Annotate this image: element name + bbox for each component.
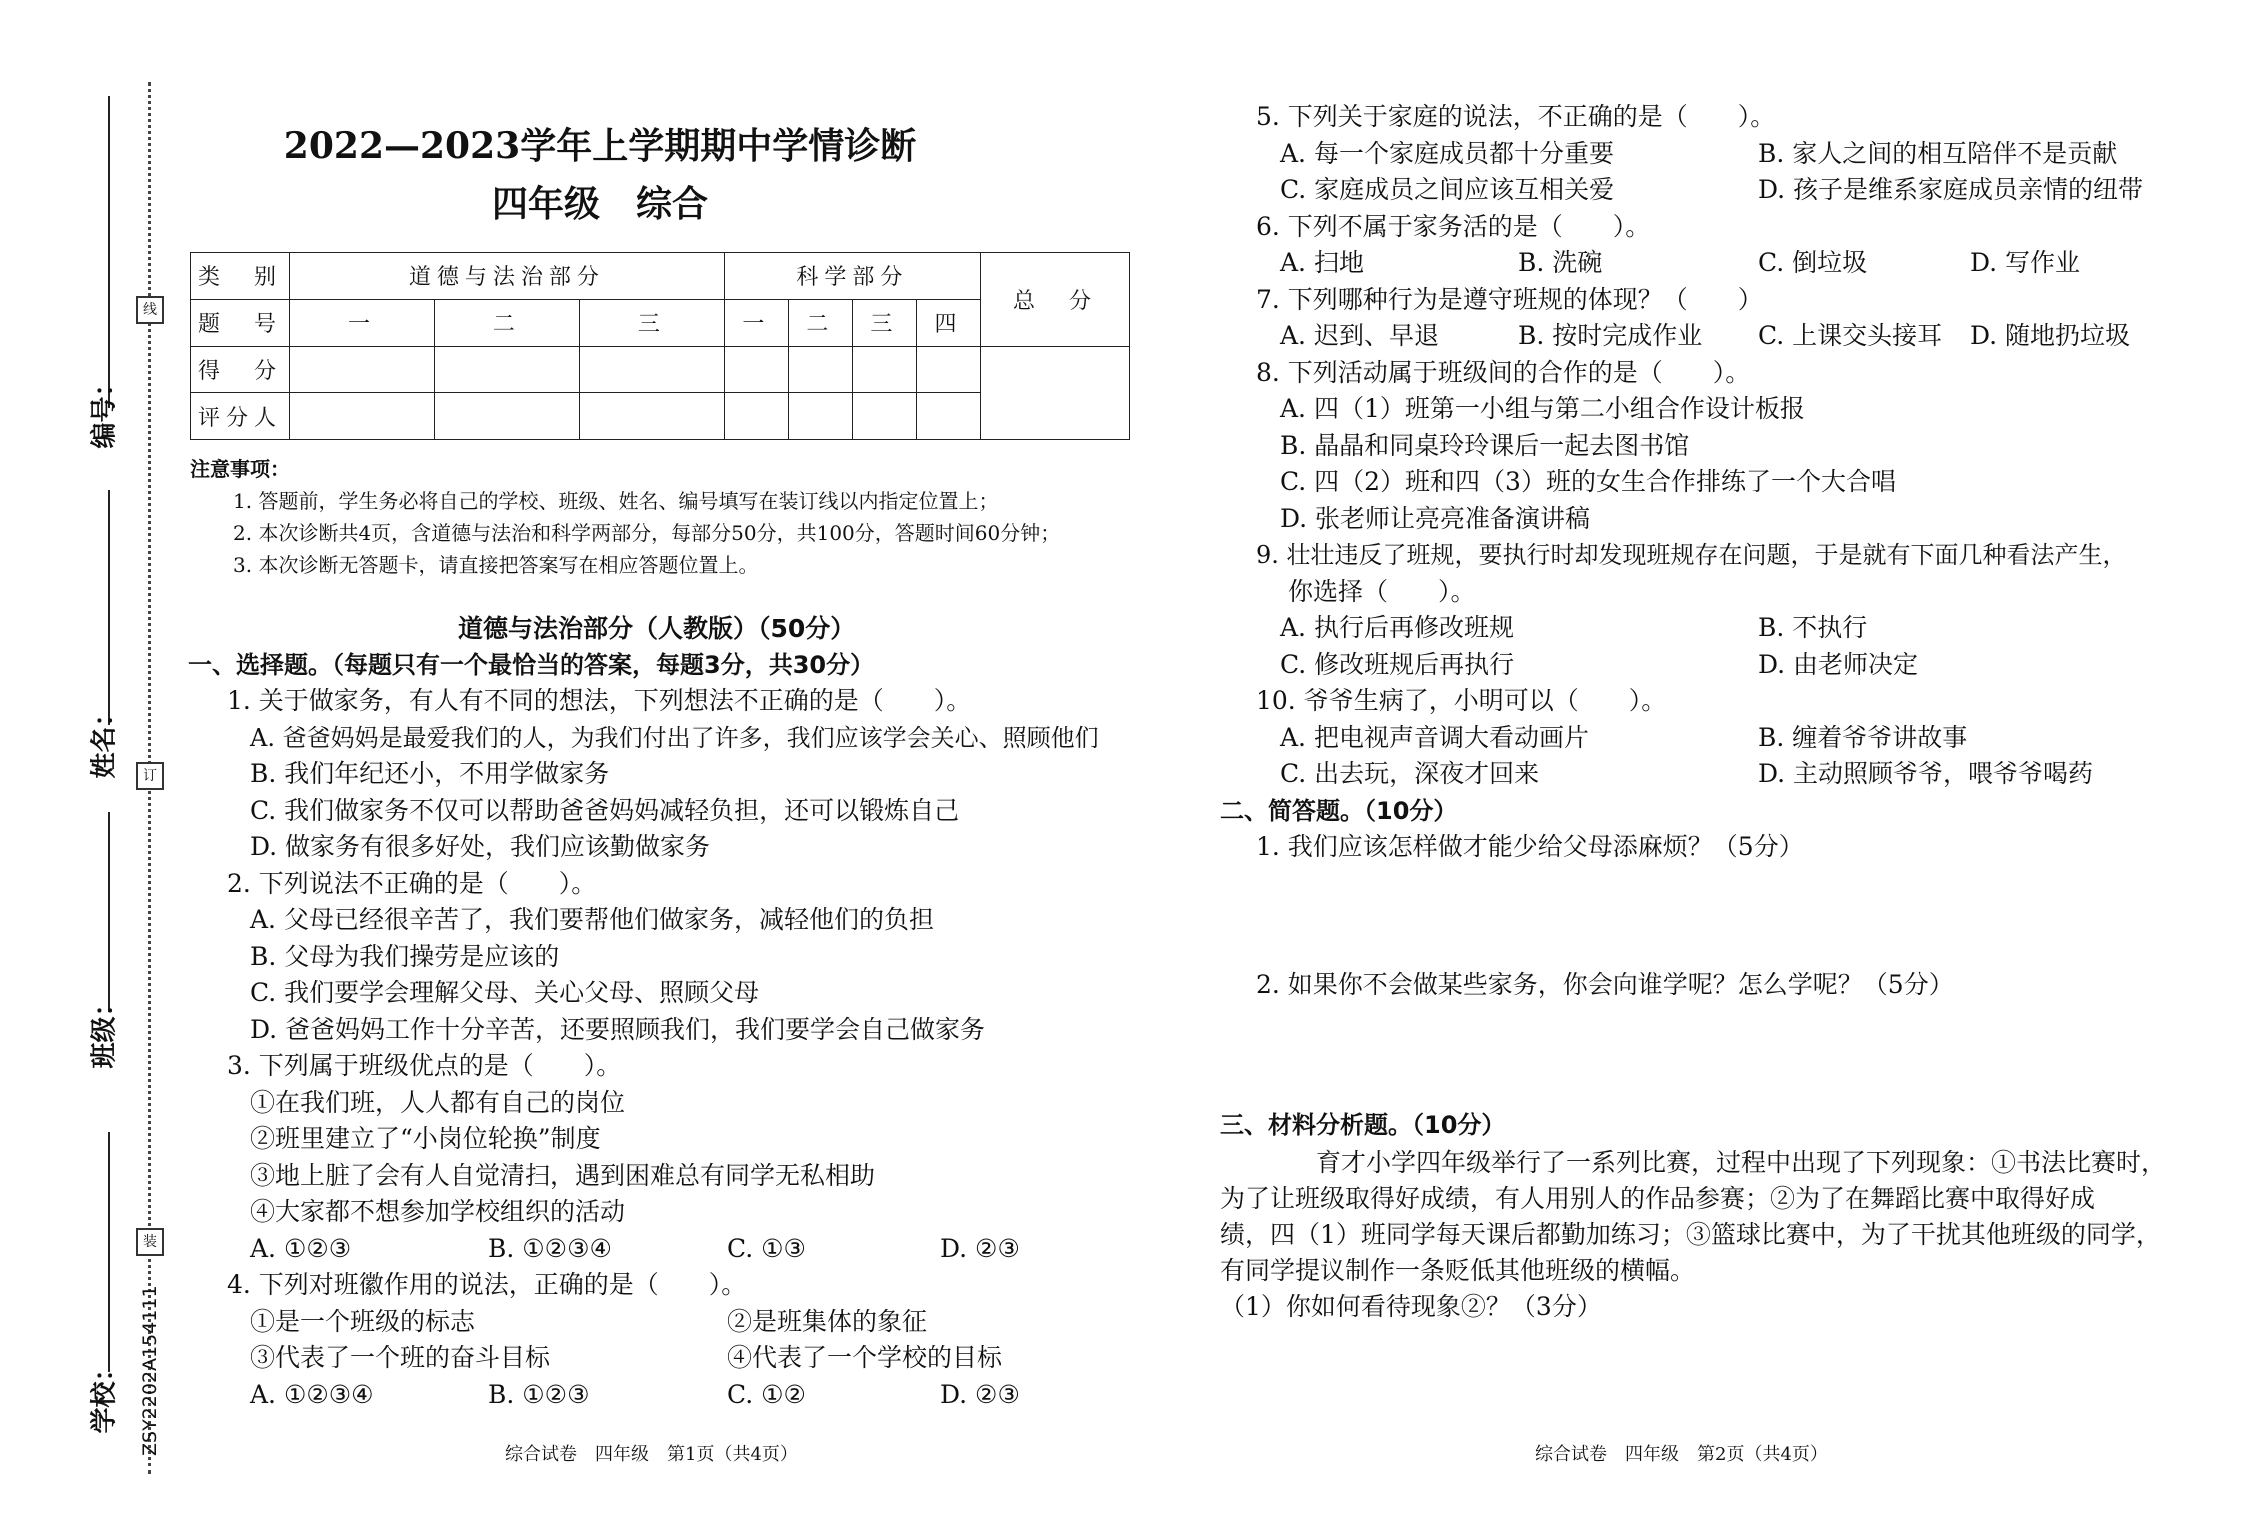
q3-option-d: D. ②③	[940, 1234, 1020, 1263]
material-line: 绩，四（1）班同学每天课后都勤加练习；③篮球比赛中，为了干扰其他班级的同学，	[1220, 1220, 2161, 1249]
score-cell[interactable]	[724, 346, 788, 393]
score-table	[190, 252, 1130, 440]
q2-stem: 2. 下列说法不正确的是（ ）。	[227, 869, 597, 898]
section-title: 道德与法治部分（人教版）（50分）	[458, 614, 856, 643]
class-underline	[108, 812, 110, 1012]
number-row-label: 题 号	[191, 299, 290, 346]
q6-option-a: A. 扫地	[1280, 248, 1364, 277]
science-col: 一	[724, 299, 788, 346]
q7-stem: 7. 下列哪种行为是遵守班规的体现？（ ）	[1256, 285, 1763, 314]
footer-left: 综合试卷 四年级 第1页（共4页）	[505, 1444, 798, 1465]
footer-right: 综合试卷 四年级 第2页（共4页）	[1535, 1444, 1828, 1465]
score-row-label: 得 分	[191, 346, 290, 393]
q3-statement: ④大家都不想参加学校组织的活动	[250, 1197, 626, 1226]
part3-heading: 三、材料分析题。（10分）	[1220, 1111, 1506, 1139]
number-label: 编号：	[89, 370, 120, 449]
score-cell[interactable]	[434, 346, 579, 393]
q4-statement: ②是班集体的象征	[727, 1307, 928, 1336]
q4-statement: ①是一个班级的标志	[250, 1307, 476, 1336]
material-line: 为了让班级取得好成绩，有人用别人的作品参赛；②为了在舞蹈比赛中取得好成	[1220, 1184, 2096, 1213]
q8-option-b: B. 晶晶和同桌玲玲课后一起去图书馆	[1280, 431, 1690, 460]
category-label: 类 别	[191, 253, 290, 300]
score-cell[interactable]	[852, 346, 916, 393]
grader-cell[interactable]	[916, 393, 980, 440]
science-col: 四	[916, 299, 980, 346]
q3-statement: ②班里建立了“小岗位轮换”制度	[250, 1124, 601, 1153]
q5-option-a: A. 每一个家庭成员都十分重要	[1280, 139, 1614, 168]
part2-heading: 二、简答题。（10分）	[1220, 797, 1458, 825]
q1-option-d: D. 做家务有很多好处，我们应该勤做家务	[250, 832, 711, 861]
q4-statement: ③代表了一个班的奋斗目标	[250, 1343, 551, 1372]
total-header: 总 分	[981, 253, 1130, 347]
q4-statement: ④代表了一个学校的目标	[727, 1343, 1003, 1372]
order-mark-box: 订	[136, 762, 164, 790]
q7-option-b: B. 按时完成作业	[1518, 321, 1703, 350]
grader-cell[interactable]	[290, 393, 435, 440]
part3-q1: （1）你如何看待现象②？（3分）	[1220, 1292, 1602, 1321]
moral-col: 三	[579, 299, 724, 346]
part2-q1-answer-area[interactable]	[1256, 868, 2186, 968]
score-cell[interactable]	[579, 346, 724, 393]
grader-cell[interactable]	[434, 393, 579, 440]
q6-stem: 6. 下列不属于家务活的是（ ）。	[1256, 212, 1651, 241]
part2-q2-answer-area[interactable]	[1256, 1006, 2186, 1106]
q4-option-b: B. ①②③	[488, 1380, 590, 1409]
note-item: 3. 本次诊断无答题卡，请直接把答案写在相应答题位置上。	[233, 553, 759, 577]
moral-col: 二	[434, 299, 579, 346]
q10-option-d: D. 主动照顾爷爷，喂爷爷喝药	[1758, 759, 2094, 788]
q4-stem: 4. 下列对班徽作用的说法，正确的是（ ）。	[227, 1270, 747, 1299]
science-col: 三	[852, 299, 916, 346]
science-col: 二	[788, 299, 852, 346]
grader-cell[interactable]	[724, 393, 788, 440]
total-score-cell[interactable]	[981, 346, 1130, 440]
note-item: 1. 答题前，学生务必将自己的学校、班级、姓名、编号填写在装订线以内指定位置上；	[233, 489, 999, 513]
q3-option-b: B. ①②③④	[488, 1234, 612, 1263]
q9-stem-cont: 你选择（ ）。	[1288, 577, 1476, 606]
grader-cell[interactable]	[852, 393, 916, 440]
name-label: 姓名：	[89, 700, 120, 779]
q9-option-b: B. 不执行	[1758, 613, 1868, 642]
q3-statement: ③地上脏了会有人自觉清扫，遇到困难总有同学无私相助	[250, 1161, 876, 1190]
bind-mark-box: 装	[136, 1228, 164, 1256]
q7-option-c: C. 上课交头接耳	[1758, 321, 1943, 350]
q7-option-a: A. 迟到、早退	[1280, 321, 1439, 350]
q5-option-b: B. 家人之间的相互陪伴不是贡献	[1758, 139, 2118, 168]
q1-option-b: B. 我们年纪还小，不用学做家务	[250, 759, 610, 788]
q4-option-a: A. ①②③④	[250, 1380, 374, 1409]
school-label: 学校：	[89, 1355, 120, 1434]
q7-option-d: D. 随地扔垃圾	[1970, 321, 2131, 350]
material-line: 有同学提议制作一条贬低其他班级的横幅。	[1220, 1256, 1696, 1285]
q5-option-c: C. 家庭成员之间应该互相关爱	[1280, 175, 1615, 204]
q10-stem: 10. 爷爷生病了，小明可以（ ）。	[1256, 686, 1667, 715]
q10-option-c: C. 出去玩，深夜才回来	[1280, 759, 1540, 788]
exam-subtitle: 四年级 综合	[491, 183, 708, 225]
q4-option-c: C. ①②	[727, 1380, 806, 1409]
moral-section-header: 道德与法治部分	[290, 253, 725, 300]
q8-stem: 8. 下列活动属于班级间的合作的是（ ）。	[1256, 358, 1751, 387]
q10-option-b: B. 缠着爷爷讲故事	[1758, 723, 1968, 752]
q6-option-b: B. 洗碗	[1518, 248, 1603, 277]
grader-row-label: 评分人	[191, 393, 290, 440]
q6-option-c: C. 倒垃圾	[1758, 248, 1868, 277]
q6-option-d: D. 写作业	[1970, 248, 2081, 277]
part2-q1: 1. 我们应该怎样做才能少给父母添麻烦？（5分）	[1256, 832, 1804, 861]
q5-stem: 5. 下列关于家庭的说法，不正确的是（ ）。	[1256, 102, 1776, 131]
q2-option-d: D. 爸爸妈妈工作十分辛苦，还要照顾我们，我们要学会自己做家务	[250, 1015, 986, 1044]
q8-option-a: A. 四（1）班第一小组与第二小组合作设计板报	[1280, 394, 1805, 423]
score-cell[interactable]	[290, 346, 435, 393]
class-label: 班级：	[89, 990, 120, 1069]
q9-option-c: C. 修改班规后再执行	[1280, 650, 1515, 679]
part2-q2: 2. 如果你不会做某些家务，你会向谁学呢？怎么学呢？（5分）	[1256, 970, 1954, 999]
grader-cell[interactable]	[579, 393, 724, 440]
exam-title: 2022—2023学年上学期期中学情诊断	[283, 125, 917, 167]
line-mark-box: 线	[136, 296, 164, 324]
q4-option-d: D. ②③	[940, 1380, 1020, 1409]
part1-heading: 一、选择题。（每题只有一个最恰当的答案，每题3分，共30分）	[188, 651, 875, 679]
school-underline	[108, 1132, 110, 1372]
q3-statement: ①在我们班，人人都有自己的岗位	[250, 1088, 626, 1117]
grader-cell[interactable]	[788, 393, 852, 440]
q8-option-c: C. 四（2）班和四（3）班的女生合作排练了一个大合唱	[1280, 467, 1896, 496]
q1-stem: 1. 关于做家务，有人有不同的想法，下列想法不正确的是（ ）。	[227, 686, 972, 715]
q1-option-c: C. 我们做家务不仅可以帮助爸爸妈妈减轻负担，还可以锻炼自己	[250, 796, 960, 825]
score-cell[interactable]	[916, 346, 980, 393]
science-section-header: 科学部分	[724, 253, 980, 300]
exam-code: ZSY2202A154111	[139, 1285, 161, 1456]
q2-option-b: B. 父母为我们操劳是应该的	[250, 942, 560, 971]
q9-option-d: D. 由老师决定	[1758, 650, 1919, 679]
q1-option-a: A. 爸爸妈妈是最爱我们的人，为我们付出了许多，我们应该学会关心、照顾他们	[250, 724, 1099, 752]
q5-option-d: D. 孩子是维系家庭成员亲情的纽带	[1758, 175, 2144, 204]
moral-col: 一	[290, 299, 435, 346]
q10-option-a: A. 把电视声音调大看动画片	[1280, 723, 1589, 752]
notes-heading: 注意事项：	[190, 457, 290, 481]
q8-option-d: D. 张老师让亮亮准备演讲稿	[1280, 504, 1591, 533]
part3-q1-answer-area[interactable]	[1220, 1330, 2186, 1430]
q2-option-c: C. 我们要学会理解父母、关心父母、照顾父母	[250, 978, 760, 1007]
name-underline	[108, 490, 110, 725]
note-item: 2. 本次诊断共4页，含道德与法治和科学两部分，每部分50分，共100分，答题时间60分钟；	[233, 521, 1061, 545]
material-line: 育才小学四年级举行了一系列比赛，过程中出现了下列现象：①书法比赛时，	[1316, 1148, 2167, 1177]
score-cell[interactable]	[788, 346, 852, 393]
q3-option-a: A. ①②③	[250, 1234, 352, 1263]
q2-option-a: A. 父母已经很辛苦了，我们要帮他们做家务，减轻他们的负担	[250, 905, 934, 934]
q9-stem: 9. 壮壮违反了班规，要执行时却发现班规存在问题，于是就有下面几种看法产生，	[1256, 541, 2127, 569]
q9-option-a: A. 执行后再修改班规	[1280, 613, 1514, 642]
q3-stem: 3. 下列属于班级优点的是（ ）。	[227, 1051, 622, 1080]
q3-option-c: C. ①③	[727, 1234, 806, 1263]
